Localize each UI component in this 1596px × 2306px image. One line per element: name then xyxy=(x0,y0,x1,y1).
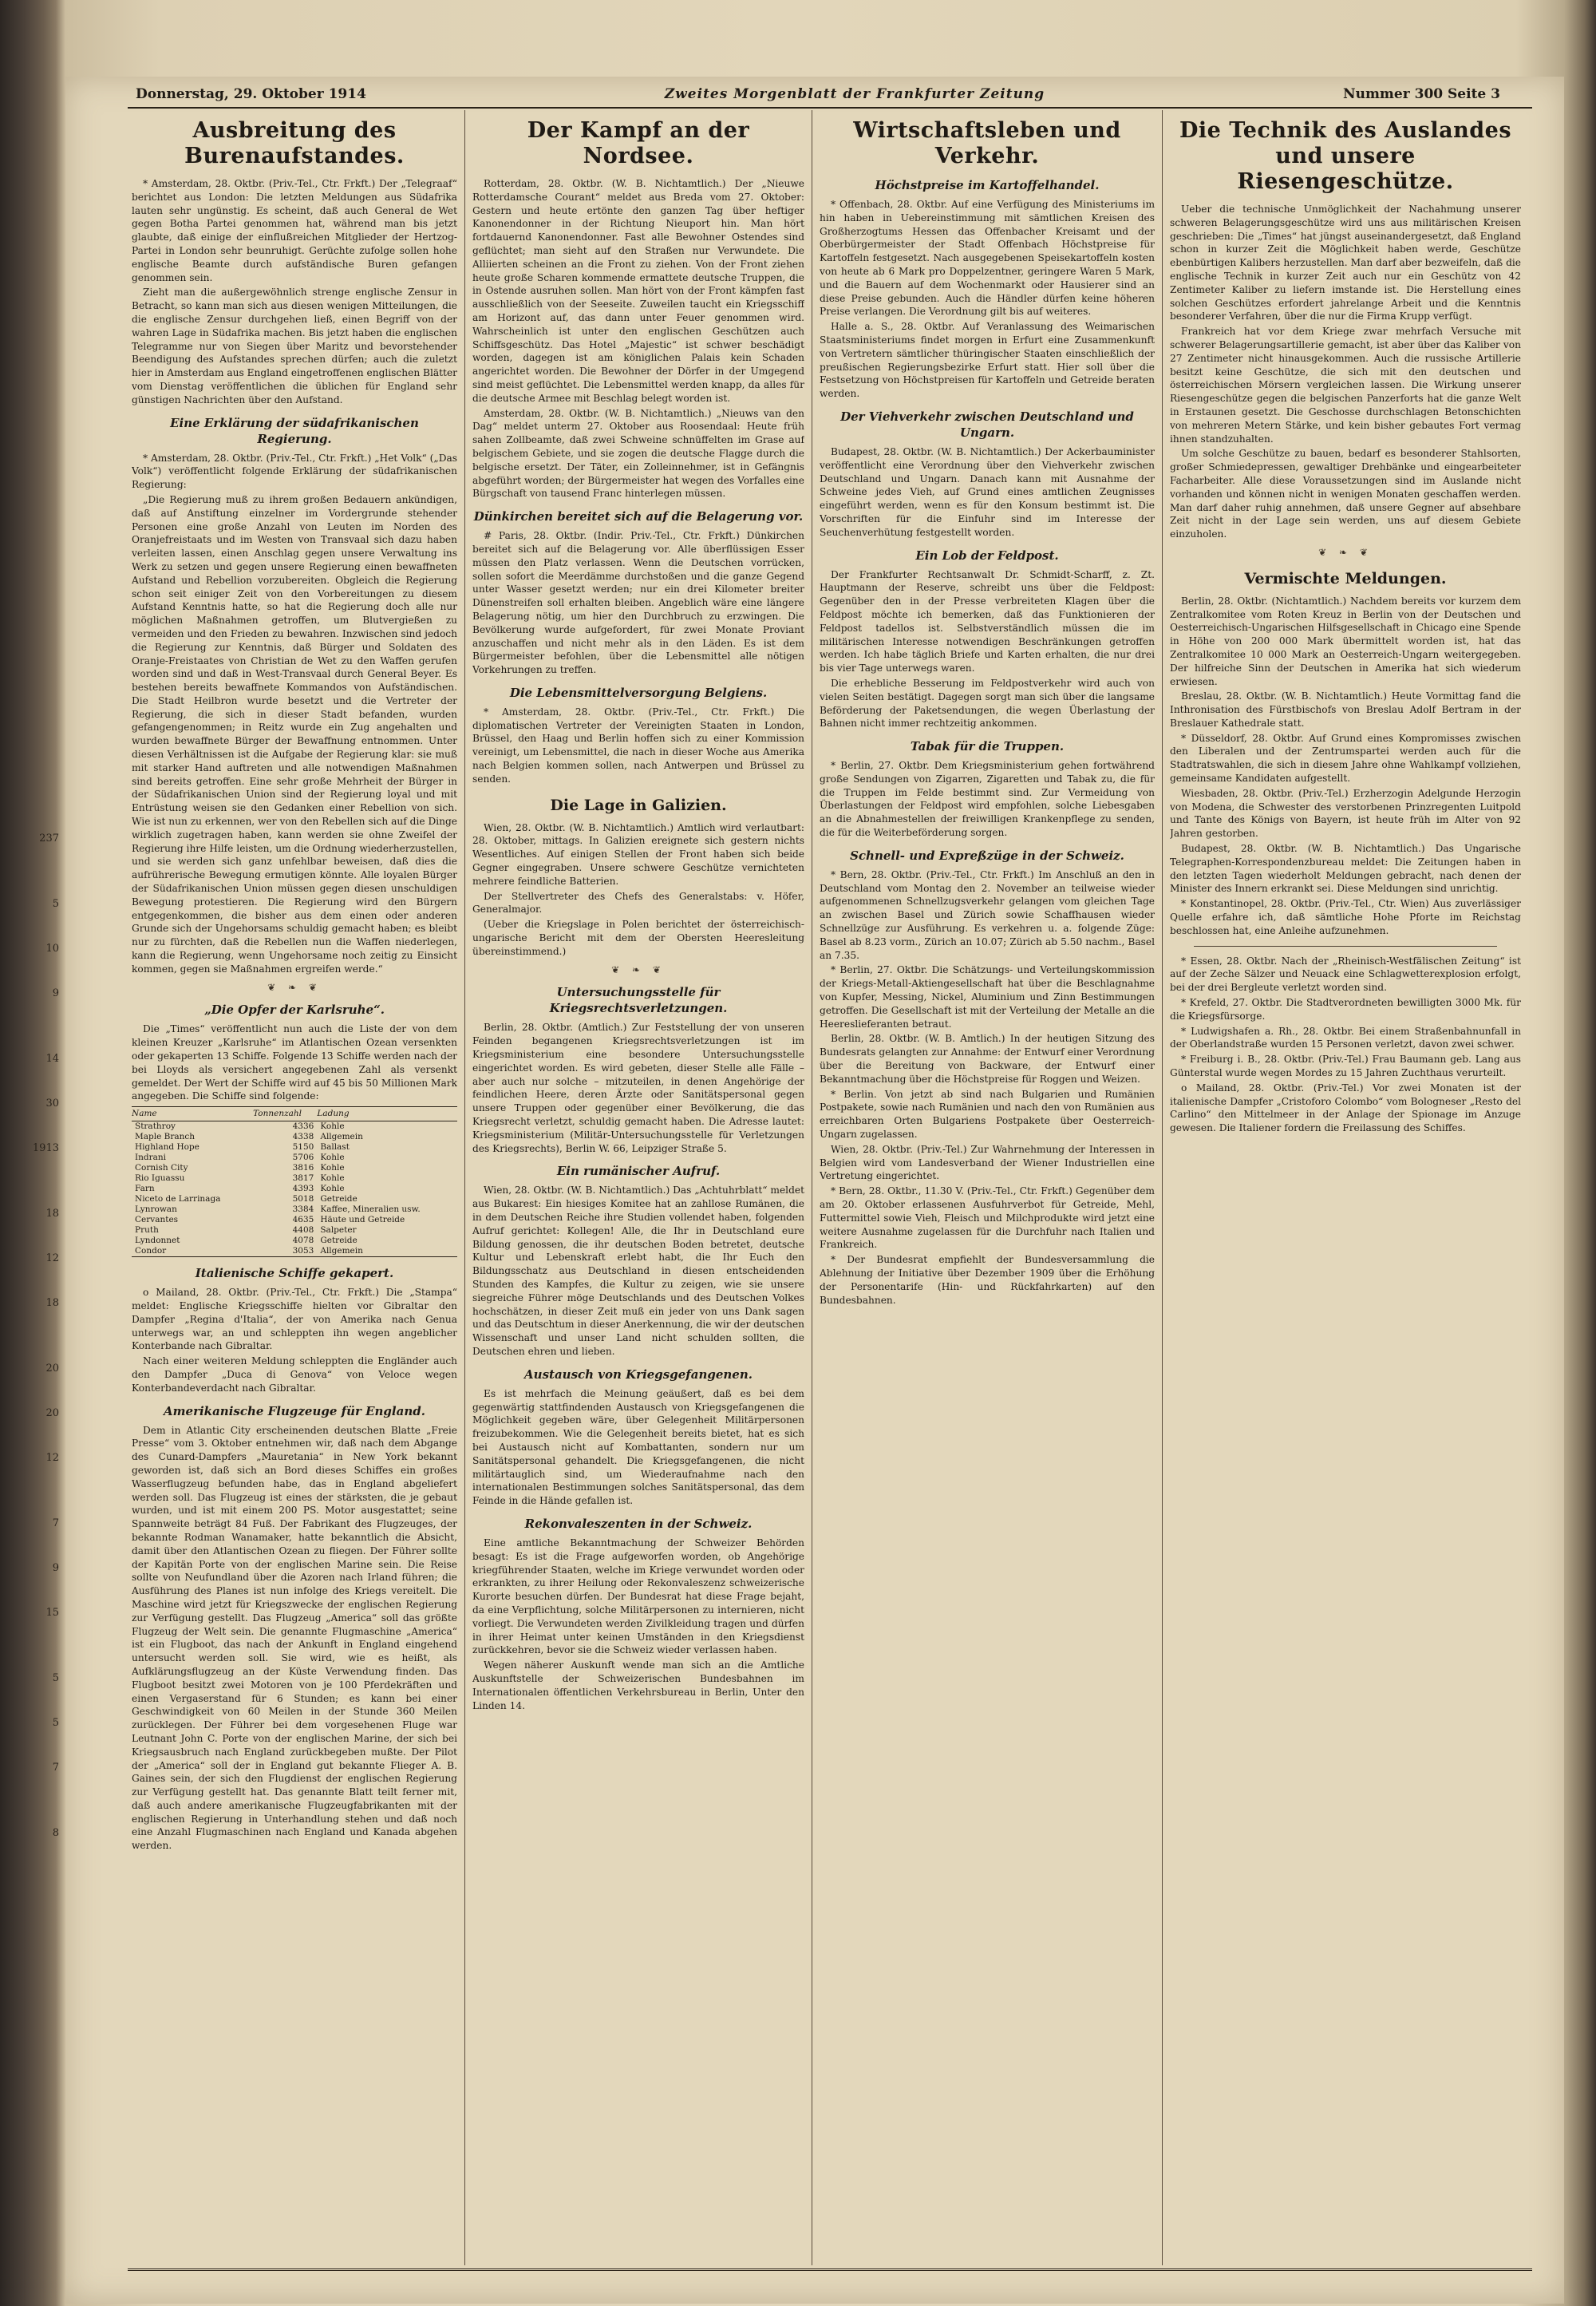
article-text: * Amsterdam, 28. Oktbr. (Priv.-Tel., Ctr. Frkft.) Der „Telegraaf“ berichtet aus London: Die letzten Meldungen aus Südafrika lauten sehr ungünstig. Es scheint, daß auch General de Wet gegen Botha Partei genommen hat, während man bis jetzt glaubte, daß einige der einflußreichen Mitglieder der Hertzog-Partei in London sehr beunruhigt. Gerüchte zufolge sollen hohe englische Beamte durch aufständische Buren gefangen genommen sein. xyxy=(132,178,457,283)
ship-name: Rio Iguassu xyxy=(135,1173,185,1184)
article-text: Frankreich hat vor dem Kriege zwar mehrfach Versuche mit schwerer Belagerungsartillerie gemacht, ist aber über das Kaliber von 27 Zentimeter nicht hinausgekommen. Auch die russische Artillerie besitzt keine Geschütze, die sich mit den deutschen und österreichischen Mörsern vergleichen lassen. Die Wirkung unserer Riesengeschütze gegen die belgischen Panzerforts hat die ganze Welt in Erstaunen gesetzt. Die Geschosse durchschlagen Betonschichten von mehreren Metern Stärke, und kein bisher gebautes Fort vermag ihnen standzuhalten. xyxy=(1170,326,1521,445)
article-text: Wien, 28. Oktbr. (W. B. Nichtamtlich.) Amtlich wird verlautbart: 28. Oktober, mittags. In Galizien ereignete sich gestern nichts Wesentliches. Auf einigen Stellen der Front haben sich beide Gegner eingegraben. Unsere schwere Geschütze vernichteten mehrere feindliche Batterien. xyxy=(472,821,804,887)
margin-fragment: 20 xyxy=(45,1363,59,1375)
article-text: * Konstantinopel, 28. Oktbr. (Priv.-Tel., Ctr. Wien) Aus zuverlässiger Quelle erfahre ich, daß sämtliche Hohe Pforte im Reichstag beschlossen hat, eine Anleihe aufzunehmen. xyxy=(1170,898,1521,936)
ship-cargo: Kohle xyxy=(320,1163,345,1173)
ship-cargo: Kohle xyxy=(320,1153,345,1163)
margin-fragment: 5 xyxy=(52,898,59,910)
ship-tonnage: 3384 xyxy=(292,1204,314,1215)
headline-nordsee: Der Kampf an der Nordsee. xyxy=(527,118,750,168)
ship-cargo: Ballast xyxy=(320,1142,350,1153)
article-text: Berlin, 28. Oktbr. (Nichtamtlich.) Nachdem bereits vor kurzem dem Zentralkomitee vom Roten Kreuz in Berlin von der Deutschen und Oesterreichisch-Ungarischen Hilfsgesellschaft in Chicago eine Spende in Höhe von 200 000 Mark übermittelt worden ist, hat das Zentralkomitee 10 000 Mark an Oesterreich-Ungarn weitergegeben. Der hilfreiche Sinn der Deutschen in Amerika hat sich wiederum erwiesen. xyxy=(1170,595,1521,687)
table-row xyxy=(132,1153,457,1163)
ship-name: Niceto de Larrinaga xyxy=(135,1194,221,1204)
margin-fragment: 15 xyxy=(45,1607,59,1619)
ship-tonnage: 5150 xyxy=(292,1142,314,1153)
margin-fragment: 5 xyxy=(52,1672,59,1684)
ship-tonnage: 3053 xyxy=(253,1246,317,1257)
article-text: * Freiburg i. B., 28. Oktbr. (Priv.-Tel.) Frau Baumann geb. Lang aus Günterstal wurde wegen Mordes zu 15 Jahren Zuchthaus verurteilt. xyxy=(1170,1054,1521,1079)
article-text: Rotterdam, 28. Oktbr. (W. B. Nichtamtlich.) Der „Nieuwe Rotterdamsche Courant“ meldet aus Breda vom 27. Oktober: Gestern und heute ertönte den ganzen Tag über heftiger Kanonendonner in der Richtung Nieuport hin. Man hört fortdauernd Kanonendonner. Fast alle Bewohner Ostendes sind geflüchtet; man sieht auf den Straßen nur Verwundete. Die Alliierten scheinen an die Front zu ziehen. Von der Front ziehen heute große Scharen kommende ermattete deutsche Truppen, die in Ostende ausruhen sollen. Man hört von der Front kämpfen fast ausschließlich von der Seeseite. Zuweilen taucht ein Kriegsschiff am Horizont auf, das dann unter Feuer genommen wird. Wahrscheinlich ist unter den englischen Geschützen auch Schiffsgeschütz. Das Hotel „Majestic“ ist schwer beschädigt worden, dagegen ist am königlichen Palais kein Schaden angerichtet worden. Die Bewohner der Dörfer in der Umgegend sind meist geflüchtet. Die Lebensmittel werden knapp, da alles für die deutsche Armee mit Beschlag belegt worden ist. xyxy=(472,178,804,404)
subheadline: Italienische Schiffe gekapert. xyxy=(195,1266,394,1281)
ship-tonnage: 3817 xyxy=(292,1173,314,1184)
ship-name: Cervantes xyxy=(135,1215,179,1225)
article-text: * Berlin, 27. Oktbr. Dem Kriegsministerium gehen fortwährend große Sendungen von Zigarren, Zigaretten und Tabak zu, die für die Truppen im Felde bestimmt sind. Zur Vermeidung von Überlastungen der Feldpost wird empfohlen, solche Liebesgaben an die Abnahmestellen der freiwilligen Krankenpflege zu senden, die für die Weiterbeförderung sorgen. xyxy=(820,760,1155,839)
header-page-number: Nummer 300 Seite 3 xyxy=(1343,86,1500,102)
ornament-divider: ❦ ❧ ❦ xyxy=(611,963,666,975)
ornament-divider: ❦ ❧ ❦ xyxy=(267,981,322,993)
ship-tonnage: 3816 xyxy=(292,1163,314,1173)
table-row xyxy=(132,1215,457,1225)
article-text: # Paris, 28. Oktbr. (Indir. Priv.-Tel., Ctr. Frkft.) Dünkirchen bereitet sich auf die Belagerung vor. Alle überflüssigen Esser müssen den Platz verlassen. Wenn die Deutschen vorrücken, sollen sofort die Meerdämme durchstoßen und die ganze Gegend unter Wasser gesetzt werden; nur ein drei Kilometer breiter Dünenstreifen soll erhalten bleiben. Angeblich wäre eine längere Belagerung nötig, um hier den Durchbruch zu erzwingen. Die Bevölkerung wurde aufgefordert, für zwei Monate Proviant anzuschaffen und nicht mehr als in den Läden. Es ist dem Bürgermeister befohlen, über die Lebensmittel alle nötigen Vorkehrungen zu treffen. xyxy=(472,530,804,676)
subheadline: Eine Erklärung der südafrikanischen Regierung. xyxy=(170,415,419,446)
margin-fragment: 14 xyxy=(45,1053,59,1065)
margin-fragment: 12 xyxy=(45,1452,59,1464)
article-text: * Amsterdam, 28. Oktbr. (Priv.-Tel., Ctr. Frkft.) „Het Volk“ („Das Volk“) veröffentlicht folgende Erklärung der südafrikanischen Regierung: xyxy=(132,452,457,491)
table-header: Tonnenzahl xyxy=(253,1107,317,1121)
ornament-divider: ❦ ❧ ❦ xyxy=(1318,546,1373,558)
subheadline: Höchstpreise im Kartoffelhandel. xyxy=(875,178,1100,192)
table-row xyxy=(132,1121,457,1133)
ship-name: Indrani xyxy=(135,1153,167,1163)
ship-name: Maple Branch xyxy=(135,1132,196,1142)
table-header: Name xyxy=(132,1107,253,1121)
article-text: Eine amtliche Bekanntmachung der Schweizer Behörden besagt: Es ist die Frage aufgeworfen worden, ob Angehörige kriegführender Staaten, welche im Kriege verwundet worden oder erkrankten, zu ihrer Heilung oder Rekonvaleszenz schweizerische Kurorte besuchen dürfen. Der Bundesrat hat diese Frage bejaht, da eine Verpflichtung, solche Militärpersonen zu internieren, nicht vorliegt. Die Verwundeten werden Zivilkleidung tragen und dürfen in ihrer Heimat unter keinen Umständen in den Kriegsdienst zurückkehren, bevor sie die Schweiz wieder verlassen haben. xyxy=(472,1537,804,1656)
ship-cargo: Salpeter xyxy=(320,1225,357,1236)
ship-cargo: Kaffee, Mineralien usw. xyxy=(320,1204,421,1215)
subheadline: Austausch von Kriegsgefangenen. xyxy=(524,1367,753,1382)
page-footer-rule xyxy=(128,2268,1532,2271)
margin-fragment: 8 xyxy=(52,1827,59,1839)
ship-tonnage: 4408 xyxy=(292,1225,314,1236)
subheadline: Tabak für die Truppen. xyxy=(910,739,1065,754)
subheadline: Die Lebensmittelversorgung Belgiens. xyxy=(509,685,768,700)
adjacent-page-margin xyxy=(0,830,64,1869)
ship-cargo: Allgemein xyxy=(317,1246,457,1257)
table-header: Ladung xyxy=(317,1107,457,1121)
article-text: * Bern, 28. Oktbr., 11.30 V. (Priv.-Tel., Ctr. Frkft.) Gegenüber dem am 20. Oktober erlassenen Ausfuhrverbot für Getreide, Mehl, Futtermittel sowie Vieh, Fleisch und Milchprodukte wird jetzt eine weitere Ausnahme zugelassen für die Durchfuhr nach Italien und Frankreich. xyxy=(820,1185,1155,1251)
table-row xyxy=(132,1173,457,1184)
subheadline: Amerikanische Flugzeuge für England. xyxy=(164,1403,425,1418)
table-row xyxy=(132,1236,457,1246)
subheadline: Ein Lob der Feldpost. xyxy=(915,548,1059,563)
article-text: Der Frankfurter Rechtsanwalt Dr. Schmidt-Scharff, z. Zt. Hauptmann der Reserve, schreibt uns über die Feldpost: Gegenüber den in der Presse verbreiteten Klagen über die Feldpost möchte ich bemerken, daß das Funktionieren der Feldpost tadellos ist. Selbstverständlich müssen die im militärischen Interesse notwendigen Beschränkungen getroffen werden. Ich habe täglich Briefe und Karten erhalten, die nur drei bis vier Tage unterwegs waren. xyxy=(820,568,1155,674)
article-text: * Bern, 28. Oktbr. (Priv.-Tel., Ctr. Frkft.) Im Anschluß an den in Deutschland vom Montag den 2. November an teilweise wieder aufgenommenen Schnellzugsverkehr gelangen vom gleichen Tage an zwischen Basel und Zürich sowie Schaffhausen wieder Schnellzüge zur Ausführung. Es verkehren u. a. folgende Züge: Basel ab 8.23 vorm., Zürich an 10.07; Zürich ab 5.50 nachm., Basel an 7.35. xyxy=(820,868,1155,961)
column-1 xyxy=(132,112,457,2274)
ship-cargo: Häute und Getreide xyxy=(320,1215,405,1225)
ship-cargo: Getreide xyxy=(320,1236,358,1246)
ship-tonnage: 4635 xyxy=(292,1215,314,1225)
article-text: * Krefeld, 27. Oktbr. Die Stadtverordneten bewilligten 3000 Mk. für die Kriegsfürsorge. xyxy=(1170,997,1521,1022)
ship-cargo: Getreide xyxy=(320,1194,358,1204)
column-rule xyxy=(464,110,465,2265)
ship-tonnage: 4393 xyxy=(292,1184,314,1194)
article-text: „Die Regierung muß zu ihrem großen Bedauern ankündigen, daß auf Anstiftung einzelner im Vordergrunde stehender Personen eine große Anzahl von Leuten im Norden des Oranjefreistaats und im Westen von Transvaal sich dazu haben verleiten lassen, einen Anschlag gegen unsere Verwaltung ins Werk zu setzen und gegen unsere Regierung einen bewaffneten Aufstand und Rebellion vorzubereiten. Obgleich die Regierung schon seit einiger Zeit von den Vorbereitungen zu diesem Aufstand Kenntnis hatte, so hat die Regierung doch alle nur möglichen Maßnahmen getroffen, um Blutvergießen zu vermeiden und den Frieden zu bewahren. Inzwischen sind jedoch die Regierung zur Kenntnis, daß Bürger und Soldaten des Oranje-Freistaates von Christian de Wet zu den Waffen gerufen worden sind und daß in West-Transvaal durch General Beyer. Es bestehen bereits bewaffnete Kommandos von Aufständischen. Die Stadt Heilbron wurde besetzt und die Vertreter der Regierung, die sich in dieser Stadt befanden, wurden gefangengenommen; in Reitz wurde ein Zug angehalten und wurden bewaffnete Bürger der Bewaffnung entnommen. Unter diesen Verhältnissen ist die Aufgabe der Regierung klar: sie muß mit starker Hand auftreten und alle notwendigen Maßnahmen sind bereits getroffen. Eine sehr große Mehrheit der Bürger in der Südafrikanischen Union sind der Regierung loyal und mit Entrüstung weisen sie den Gedanken einer Rebellion von sich. Wie ist nun zu erkennen, wer von den Rebellen sich auf die Dinge wirklich zugetragen haben, kann werden sie ohne Zweifel der Regierung ihre Hilfe leisten, um die Ordnung wiederherzustellen, und sie werden sich ganz unfehlbar beweisen, daß dies die aufrührerische Bewegung ermutigen könnte. Alle loyalen Bürger der Südafrikanischen Union müssen gegen diesen unschuldigen Bewegung protestieren. Die Regierung wird den Bürgern entgegenkommen, die bisher aus dem einen oder anderen Grunde sich der Ungehorsams schuldig gemacht haben; es bleibt nur zu fürchten, daß die Rebellen nun die Waffen niederlegen, kann die Regierung, wenn Ungehorsame noch zeitig zu Einsicht kommen, gegen sie Maßnahmen ergreifen werde.“ xyxy=(132,493,457,975)
article-text: Berlin, 28. Oktbr. (W. B. Amtlich.) In der heutigen Sitzung des Bundesrats gelangten zur Annahme: der Entwurf einer Verordnung über die Bereitung von Backware, der Entwurf einer Bekanntmachung über die Höchstpreise für Roggen und Weizen. xyxy=(820,1033,1155,1085)
headline-galizien: Die Lage in Galizien. xyxy=(550,796,727,814)
article-text: Amsterdam, 28. Oktbr. (W. B. Nichtamtlich.) „Nieuws van den Dag“ meldet unterm 27. Oktober aus Roosendaal: Heute früh sahen Zollbeamte, daß zwei Schweine schnüffelten im Grase auf belgischem Gebiete, und sie zogen die deutsche Flagge durch die belgische ersetzt. Der Täter, ein Zolleinnehmer, ist in Gefängnis abgeführt worden; der Bürgermeister hat wegen des Vorfalles eine Bürgschaft von tausend Franc hinterlegen müssen. xyxy=(472,407,804,500)
ship-tonnage: 4338 xyxy=(292,1132,314,1142)
article-text: Die „Times“ veröffentlicht nun auch die Liste der von dem kleinen Kreuzer „Karlsruhe“ im Atlantischen Ozean versenkten oder gekaperten 13 Schiffe. Folgende 13 Schiffe werden nach der bei Lloyds als versichert angegebenen Zahl als versenkt gemeldet. Der Wert der Schiffe wird auf 45 bis 50 Millionen Mark angegeben. Die Schiffe sind folgende: xyxy=(132,1023,457,1102)
header-date: Donnerstag, 29. Oktober 1914 xyxy=(136,86,366,102)
ship-cargo: Kohle xyxy=(320,1173,345,1184)
column-rule xyxy=(1162,110,1163,2265)
article-text: * Amsterdam, 28. Oktbr. (Priv.-Tel., Ctr. Frkft.) Die diplomatischen Vertreter der Vereinigten Staaten in London, Brüssel, den Haag und Berlin hoffen sich zu einer Kommission vereinigt, um Lebensmittel, die nach in dieser Woche aus Amerika nach Belgien kommen sollen, nach Antwerpen und Brüssel zu senden. xyxy=(472,706,804,785)
margin-fragment: 7 xyxy=(52,1762,59,1774)
headline-wirtschaftsleben: Wirtschaftsleben und Verkehr. xyxy=(853,118,1121,168)
margin-fragment: 237 xyxy=(39,833,59,844)
column-2 xyxy=(472,112,804,2274)
ship-tonnage: 5018 xyxy=(292,1194,314,1204)
headline-technik: Die Technik des Auslandes und unsere Riesengeschütze. xyxy=(1179,118,1512,194)
subheadline: „Die Opfer der Karlsruhe“. xyxy=(204,1003,385,1018)
ship-tonnage: 4336 xyxy=(292,1121,314,1132)
subheadline: Dünkirchen bereitet sich auf die Belagerung vor. xyxy=(473,509,804,524)
article-text: (Ueber die Kriegslage in Polen berichtet der österreichisch-ungarische Bericht mit dem der Obersten Heeresleitung übereinstimmend.) xyxy=(472,919,804,957)
ship-name: Strathroy xyxy=(135,1121,176,1132)
ship-name: Lyndonnet xyxy=(135,1236,180,1246)
ship-cargo: Allgemein xyxy=(320,1132,363,1142)
subheadline: Untersuchungsstelle für Kriegsrechtsverletzungen. xyxy=(549,985,728,1016)
subheadline: Der Viehverkehr zwischen Deutschland und Ungarn. xyxy=(840,409,1134,440)
article-text: Breslau, 28. Oktbr. (W. B. Nichtamtlich.) Heute Vormittag fand die Inthronisation des Fürstbischofs von Breslau Adolf Bertram in der Breslauer Kathedrale statt. xyxy=(1170,690,1521,729)
article-text: Wien, 28. Oktbr. (W. B. Nichtamtlich.) Das „Achtuhrblatt“ meldet aus Bukarest: Ein hiesiges Komitee hat an zahllose Rumänen, die in dem Deutschen Reiche ihre Studien vollendet haben, folgenden Aufruf gerichtet: Kollegen! Alle, die Ihr in Deutschland eure Bildung genossen, die ihr deutschen Boden betretet, deutsche Kultur und Lebenskraft erlebt habt, die Ihr Euch den Bildungsschatz aus Deutschland in diesen entscheidenden Stunden des Kampfes, die Kultur zu zeigen, wie sie unsere siegreiche Führer möge Deutschlands und des Deutschen Volkes hochschätzen, in dieser Zeit muß ein jeder von uns Dank sagen und das Deutschtum in dieser Anerkennung, die wir der deutschen Wissenschaft und unser Land nicht schulden sollten, die Deutschen ehren und lieben. xyxy=(472,1185,804,1357)
margin-fragment: 9 xyxy=(52,1562,59,1574)
article-text: * Düsseldorf, 28. Oktbr. Auf Grund eines Kompromisses zwischen den Liberalen und der Zentrumspartei werden auch für die Stadtratswahlen, die sich in diesem Jahre ohne Wahlkampf vollziehen, gemeinsame Kandidaten aufgestellt. xyxy=(1170,732,1521,785)
table-row xyxy=(132,1246,457,1257)
article-text: Wiesbaden, 28. Oktbr. (Priv.-Tel.) Erzherzogin Adelgunde Herzogin von Modena, die Schwester des verstorbenen Prinzregenten Luitpold und Tante des Königs von Bayern, ist heute früh im Alter von 92 Jahren gestorben. xyxy=(1170,787,1521,840)
article-text: Um solche Geschütze zu bauen, bedarf es besonderer Stahlsorten, großer Schmiedepressen, gewaltiger Drehbänke und eingearbeiteter Facharbeiter. Alle diese Voraussetzungen sind im Auslande nicht vorhanden und können nicht in wenigen Monaten geschaffen werden. Man darf daher ruhig annehmen, daß unsere Gegner auf absehbare Zeit nicht in der Lage sein werden, uns auf diesem Gebiete einzuholen. xyxy=(1170,448,1521,540)
article-text: * Der Bundesrat empfiehlt der Bundesversammlung die Ablehnung der Initiative über Dezember 1909 über die Erhöhung der Personentarife (Hin- und Rückfahrkarten) auf den Bundesbahnen. xyxy=(820,1254,1155,1306)
article-text: Zieht man die außergewöhnlich strenge englische Zensur in Betracht, so kann man sich aus diesen wenigen Mitteilungen, die die englische Zensur durchgehen ließ, einen Begriff von der wahren Lage in Südafrika machen. Bis jetzt haben die englischen Telegramme nur von Siegen über Maritz und bevorstehender Beendigung des Aufstandes sprechen dürfen; auch die zuletzt hier in Amsterdam aus England eingetroffenen englischen Blätter vom Dienstag veröffentlichen die üblichen für England sehr günstigen Nachrichten über den Aufstand. xyxy=(132,287,457,405)
subheadline: Rekonvaleszenten in der Schweiz. xyxy=(524,1516,753,1531)
article-text: Der Stellvertreter des Chefs des Generalstabs: v. Höfer, Generalmajor. xyxy=(472,890,804,916)
article-text: Berlin, 28. Oktbr. (Amtlich.) Zur Feststellung der von unseren Feinden begangenen Kriegsrechtsverletzungen ist im Kriegsministerium eine besondere Untersuchungsstelle eingerichtet worden. Es wird gebeten, dieser Stelle alle Fälle – aber auch nur solche – mitzuteilen, in denen Angehörige der feindlichen Heere, deren Ärzte oder Sanitätspersonal gegen unsere Truppen oder gegenüber einer Bevölkerung, die das Kriegsrecht verletzt, schuldig gemacht haben. Die Adresse lautet: Kriegsministerium (Militär-Untersuchungsstelle für Verletzungen des Kriegsrechts), Berlin W. 66, Leipziger Straße 5. xyxy=(472,1022,804,1154)
article-text: Es ist mehrfach die Meinung geäußert, daß es bei dem gegenwärtig stattfindenden Austausch von Kriegsgefangenen die Möglichkeit gegeben wäre, über Gelegenheit Militärpersonen freizubekommen. Wie die Gelegenheit bereits bietet, hat es sich bei Austausch nicht auf Kombattanten, sondern nur um Sanitätspersonal gehandelt. Die Kriegsgefangenen, die nicht militärtauglich sind, um Wiederaufnahme nach den internationalen Bestimmungen solches Sanitätspersonal, das dem Feinde in die Hände gefallen ist. xyxy=(472,1387,804,1507)
table-row xyxy=(132,1142,457,1153)
margin-fragment: 20 xyxy=(45,1407,59,1419)
article-text: Dem in Atlantic City erscheinenden deutschen Blatte „Freie Presse“ vom 3. Oktober entnehmen wir, daß nach dem Abgange des Cunard-Dampfers „Mauretania“ in New York bekannt geworden ist, daß sich an Bord dieses Schiffes ein großes Wasserflugzeug befunden habe, das in England abgeliefert werden soll. Das Flugzeug ist eines der stärksten, die je gebaut wurden, und ist mit einem 200 PS. Motor ausgestattet; seine Spannweite beträgt 84 Fuß. Der Fabrikant des Flugzeuges, der bekannte Rodman Wanamaker, hatte bekanntlich die Absicht, damit über den Atlantischen Ozean zu fliegen. Der Führer sollte der Kapitän Porte von der englischen Marine sein. Die Reise sollte von Neufundland über die Azoren nach Irland führen; die Ausführung des Planes ist nun infolge des Kriegs vereitelt. Die Maschine wird jetzt für Kriegszwecke der englischen Regierung zur Verfügung gestellt. Das Flugzeug „America“ soll das größte Flugzeug der Welt sein. Die genannte Flugmaschine „America“ ist ein Flugboot, das nach der Ankunft in England eingehend untersucht werden soll. Sie wird, wie es heißt, als Aufklärungsflugzeug an der Küste Verwendung finden. Das Flugboot besitzt zwei Motoren von je 100 Pferdekräften und einen Vergaserstand für 6 Stunden; es kann bei einer Geschwindigkeit von 60 Meilen in der Stunde 360 Meilen zurücklegen. Der Führer bei dem vorgesehenen Fluge war Leutnant John C. Porte von der englischen Marine, der sich bei Kriegsausbruch nach England zurückbegeben mußte. Der Pilot der „America“ soll der in England gut bekannte Flieger A. B. Gaines sein, der sich den Flugdienst der englischen Regierung zur Verfügung gestellt hat. Das genannte Blatt teilt ferner mit, daß auch andere amerikanische Flugzeugfabrikanten mit der englischen Regierung in Unterhandlung stehen und daß noch eine Anzahl Flugmaschinen nach England und Kanada abgehen werden. xyxy=(132,1424,457,1852)
margin-fragment: 7 xyxy=(52,1517,59,1529)
ship-cargo: Kohle xyxy=(320,1121,345,1132)
ships-table xyxy=(132,1106,457,1257)
article-text: Halle a. S., 28. Oktbr. Auf Veranlassung des Weimarischen Staatsministeriums findet morgen in Erfurt eine Zusammenkunft von Vertretern sämtlicher thüringischer Staaten einschließlich der preußischen Regierungsbezirke Erfurt statt. Hier soll über die Festsetzung von Höchstpreisen für Kartoffeln und Getreide beraten werden. xyxy=(820,321,1155,400)
article-text: * Ludwigshafen a. Rh., 28. Oktbr. Bei einem Straßenbahnunfall in der Oberlandstraße wurden 15 Personen verletzt, davon zwei schwer. xyxy=(1170,1025,1521,1050)
margin-fragment: 10 xyxy=(45,943,59,955)
ship-tonnage: 5706 xyxy=(292,1153,314,1163)
headline-vermischte: Vermischte Meldungen. xyxy=(1244,569,1447,587)
ship-tonnage: 4078 xyxy=(292,1236,314,1246)
margin-fragment: 18 xyxy=(45,1208,59,1220)
table-row xyxy=(132,1204,457,1215)
ship-name: Pruth xyxy=(135,1225,159,1236)
article-text: * Essen, 28. Oktbr. Nach der „Rheinisch-Westfälischen Zeitung“ ist auf der Zeche Sälzer und Neuack eine Schlagwetterexplosion erfolgt, bei der drei Bergleute verletzt worden sind. xyxy=(1170,955,1521,994)
header-masthead: Zweites Morgenblatt der Frankfurter Zeitung xyxy=(664,86,1045,102)
margin-fragment: 1913 xyxy=(32,1142,59,1154)
ship-cargo: Kohle xyxy=(320,1184,345,1194)
table-row xyxy=(132,1132,457,1142)
ship-name: Lynrowan xyxy=(135,1204,177,1215)
ship-name: Farn xyxy=(135,1184,155,1194)
article-text: Wegen näherer Auskunft wende man sich an die Amtliche Auskunftstelle der Schweizerischen Bundesbahnen im Internationalen öffentlichen Verkehrsbureau in Berlin, Unter den Linden 14. xyxy=(472,1659,804,1711)
header-rule xyxy=(128,107,1532,109)
column-3 xyxy=(820,112,1155,2274)
column-4 xyxy=(1170,112,1521,2274)
article-text: Wien, 28. Oktbr. (Priv.-Tel.) Zur Wahrnehmung der Interessen in Belgien wird vom Landesverband der Wiener Industriellen eine Vertretung eingerichtet. xyxy=(820,1143,1155,1182)
ship-name: Condor xyxy=(132,1246,253,1257)
article-text: Nach einer weiteren Meldung schleppten die Engländer auch den Dampfer „Duca di Genova“ von Veloce wegen Konterbandeverdacht nach Gibraltar. xyxy=(132,1355,457,1394)
margin-fragment: 18 xyxy=(45,1297,59,1309)
article-text: Ueber die technische Unmöglichkeit der Nachahmung unserer schweren Belagerungsgeschütze wird uns aus militärischen Kreisen geschrieben: Die „Times“ hat jüngst auseinandergesetzt, daß England schon in kurzer Zeit die Möglichkeit haben werde, Geschütze ebenbürtigen Kalibers herzustellen. Man darf aber bezweifeln, daß die englische Technik in kurzer Zeit auch nur ein Geschütz von 42 Zentimeter Kaliber zu liefern imstande ist. Die Herstellung eines solchen Geschützes erfordert jahrelange Arbeit und die Kenntnis besonderer Verfahren, über die nur die Firma Krupp verfügt. xyxy=(1170,204,1521,322)
article-text: * Berlin. Von jetzt ab sind nach Bulgarien und Rumänien Postpakete, sowie nach Rumänien und nach den von Rumänien aus erreichbaren Orten Bulgariens Postpakete über Oesterreich-Ungarn zugelassen. xyxy=(820,1088,1155,1141)
margin-fragment: 5 xyxy=(52,1717,59,1729)
ship-name: Highland Hope xyxy=(135,1142,200,1153)
article-text: * Offenbach, 28. Oktbr. Auf eine Verfügung des Ministeriums im hin haben in Uebereinstimmung mit sämtlichen Kreisen des Großherzogtums Hessen das Offenbacher Kreisamt und der Oberbürgermeister der Stadt Offenbach Höchstpreise für Kartoffeln festgesetzt. Nach ausgegebenen Speisekartoffeln kosten von heute ab 6 Mark pro Doppelzentner, geringere Waren 5 Mark, und die Bauern auf dem Wochenmarkt oder Hausierer sind an diese Preise gebunden. Auch die Händler dürfen keine höheren Preise verlangen. Die Verordnung gilt bis auf weiteres. xyxy=(820,199,1155,318)
headline-burenaufstand: Ausbreitung des Burenaufstandes. xyxy=(184,118,405,168)
article-text: Budapest, 28. Oktbr. (W. B. Nichtamtlich.) Der Ackerbauminister veröffentlicht eine Verordnung über den Viehverkehr zwischen Deutschland und Ungarn. Danach kann mit Ausnahme der Schweine jedes Vieh, auf Grund eines amtlichen Zeugnisses eingeführt werden, wenn es für den Konsum bestimmt ist. Die Vorschriften für die Einfuhr sind im Interesse der Seuchenverhütung festgestellt worden. xyxy=(820,445,1155,538)
table-row xyxy=(132,1194,457,1204)
margin-fragment: 12 xyxy=(45,1252,59,1264)
table-row xyxy=(132,1184,457,1194)
article-text: Die erhebliche Besserung im Feldpostverkehr wird auch von vielen Seiten bestätigt. Dagegen sorgt man sich über die langsame Beförderung der Paketsendungen, die wegen Überlastung der Bahnen nicht immer rechtzeitig ankommen. xyxy=(820,677,1155,730)
subheadline: Schnell- und Expreßzüge in der Schweiz. xyxy=(850,848,1124,863)
article-text: Budapest, 28. Oktbr. (W. B. Nichtamtlich.) Das Ungarische Telegraphen-Korrespondenzbureau meldet: Die Zeitungen haben in den letzten Tagen wiederholt Meldungen gebracht, nach denen der Minister des Innern erkrankt sei. Diese Meldungen sind unrichtig. xyxy=(1170,843,1521,895)
article-text: o Mailand, 28. Oktbr. (Priv.-Tel.) Vor zwei Monaten ist der italienische Dampfer „Cristoforo Colombo“ vom Bologneser „Resto del Carlino“ den Mittelmeer in der Anlage der Spionage im Anzuge gewesen. Die Italiener fordern die Freilassung des Schiffes. xyxy=(1170,1082,1521,1134)
table-row xyxy=(132,1163,457,1173)
page-header xyxy=(136,86,1500,104)
table-row xyxy=(132,1225,457,1236)
ship-name: Cornish City xyxy=(135,1163,188,1173)
subheadline: Ein rumänischer Aufruf. xyxy=(556,1164,721,1179)
article-text: o Mailand, 28. Oktbr. (Priv.-Tel., Ctr. Frkft.) Die „Stampa“ meldet: Englische Kriegsschiffe hielten vor Gibraltar den Dampfer „Regina d'Italia“, der von Amerika nach Genua unterwegs war, an und schleppten ihn wegen angeblicher Konterbande nach Gibraltar. xyxy=(132,1287,457,1352)
margin-fragment: 30 xyxy=(45,1098,59,1109)
margin-fragment: 9 xyxy=(52,987,59,999)
article-text: * Berlin, 27. Oktbr. Die Schätzungs- und Verteilungskommission der Kriegs-Metall-Aktiengesellschaft hat über die Beschlagnahme von Kupfer, Messing, Nickel, Aluminium und Zinn Bestimmungen getroffen. Die Gesellschaft ist mit der Verteilung der Metalle an die Heereslieferanten betraut. xyxy=(820,964,1155,1030)
divider xyxy=(1194,946,1497,947)
